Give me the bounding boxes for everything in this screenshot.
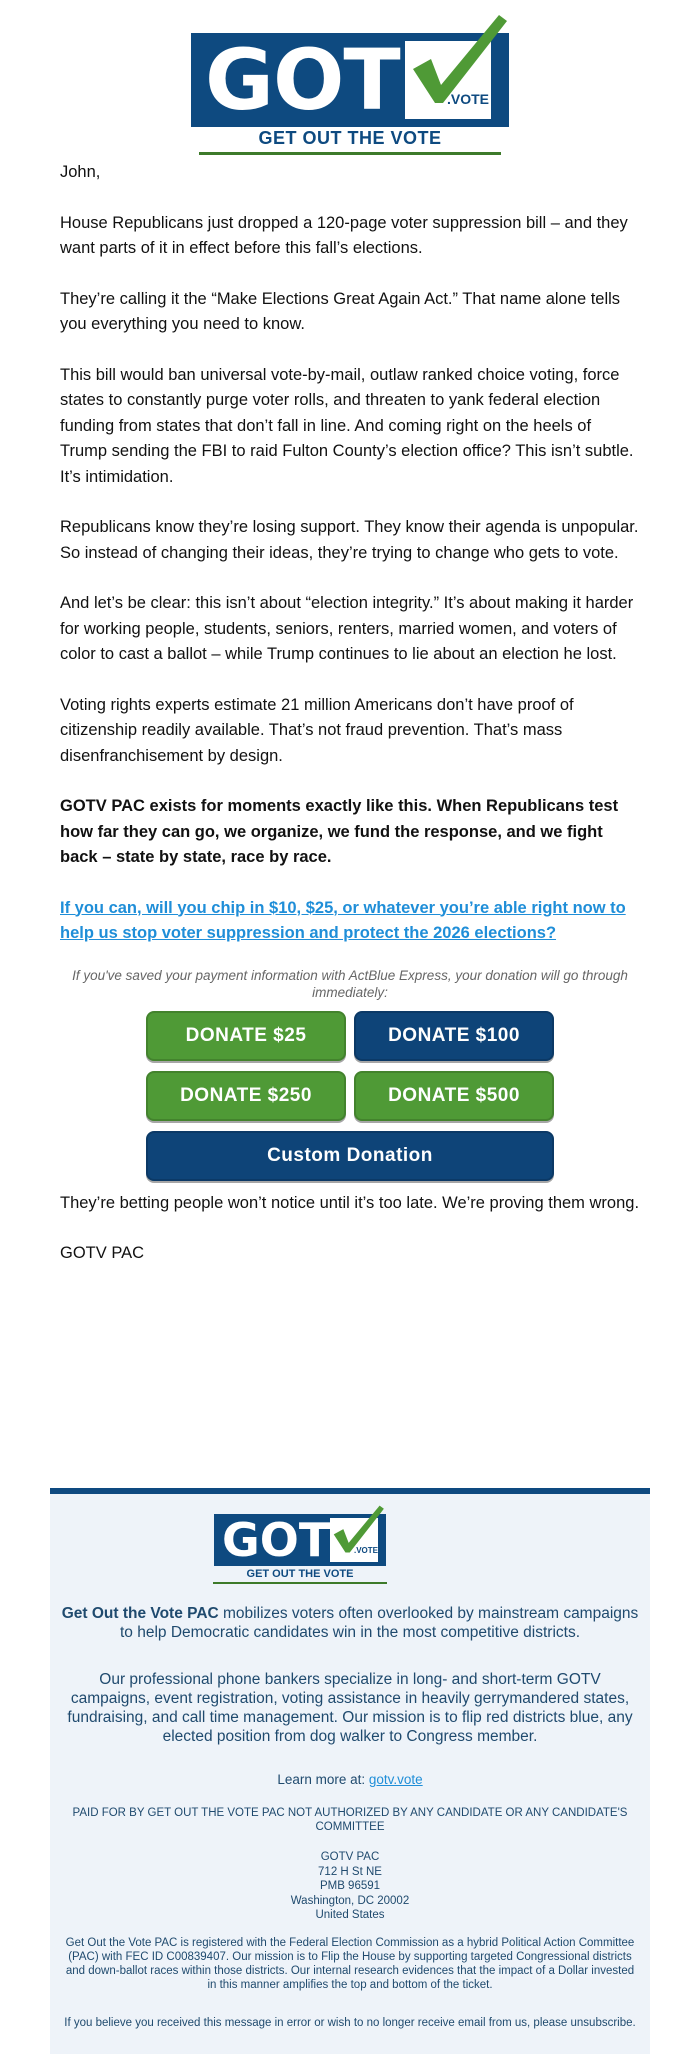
- logo-vote-text: .VOTE: [447, 91, 490, 107]
- footer-logo-tagline: GET OUT THE VOTE: [246, 1568, 354, 1580]
- footer-logo-underline: [213, 1582, 387, 1584]
- body-paragraph: Republicans know they’re losing support. They know their agenda is unpopular. So instead of changing their ideas, they’re trying to change who gets to vote.: [60, 518, 639, 562]
- address-line: GOTV PAC: [320, 1851, 380, 1863]
- custom-donation-button[interactable]: Custom Donation: [146, 1131, 554, 1181]
- signature: GOTV PAC: [60, 1244, 145, 1262]
- donate-250-button[interactable]: DONATE $250: [146, 1071, 346, 1121]
- address-line: PMB 96591: [319, 1880, 381, 1893]
- footer-logo-box: [214, 1514, 386, 1566]
- footer-mission: Our professional phone bankers specialize in long- and short-term GOTV campaigns, event registration, voting assistance in heavily gerrymandered states, fundraising, and call time management. Our mission is to flip red districts blue, any elected position from dog walker to Congress member.: [67, 1671, 633, 1745]
- logo-got-text: GOT: [205, 31, 400, 129]
- footer-address: [60, 1850, 640, 1923]
- donate-row-2: [0, 1071, 700, 1121]
- donate-row-1: [0, 1011, 700, 1061]
- logo-underline: [199, 152, 501, 155]
- footer-logo-got: GOT: [222, 1513, 331, 1567]
- footer-org-desc: mobilizes voters often overlooked by mainstream campaigns to help Democratic candidates win in the most competitive districts.: [119, 1605, 639, 1641]
- footer-checkmark-icon: [322, 1500, 386, 1556]
- checkmark-icon: [391, 7, 511, 107]
- body-paragraph: And let’s be clear: this isn’t about “election integrity.” It’s about making it harder for working people, students, seniors, renters, married women, and voters of color to cast a ballot – while Trump continues to lie about an election he lost.: [60, 594, 634, 663]
- actblue-note: If you've saved your payment information with ActBlue Express, your donation will go through immediately:: [72, 967, 628, 1000]
- address-line: 712 H St NE: [318, 1865, 382, 1878]
- closing-paragraph: They’re betting people won’t notice until it’s too late. We’re proving them wrong.: [60, 1193, 640, 1212]
- greeting: John,: [60, 163, 101, 181]
- footer-about: [60, 1604, 640, 1642]
- email-body: [0, 160, 700, 947]
- address-line: United States: [315, 1909, 385, 1922]
- footer-website-link[interactable]: gotv.vote: [368, 1772, 423, 1787]
- footer-logo-vote: .VOTE: [354, 1546, 379, 1555]
- donate-row-3: [0, 1131, 700, 1181]
- footer-learn-label: Learn more at:: [277, 1772, 369, 1787]
- email-closing: [0, 1191, 700, 1267]
- body-paragraph: Voting rights experts estimate 21 million Americans don’t have proof of citizenship readily available. That’s not fraud prevention. That’s mass disenfranchisement by design.: [60, 695, 574, 765]
- footer-org-name: Get Out the Vote PAC: [61, 1605, 219, 1622]
- footer-registration: Get Out the Vote PAC is registered with the Federal Election Commission as a hybrid Political Action Committee (PAC) with FEC ID C00839407. Our mission is to Flip the House by supporting targeted Congressional districts and down-ballot races within those districts. Our internal research evidences that the impact of a Dollar invested in this manner amplifies the top and bottom of the ticket.: [65, 1937, 635, 1991]
- address-line: Washington, DC 20002: [290, 1894, 410, 1907]
- footer: [50, 1488, 650, 2054]
- body-paragraph: This bill would ban universal vote-by-mail, outlaw ranked choice voting, force states to constantly purge voter rolls, and threaten to yank federal election funding from states that don’t fall in line. And coming right on the heels of Trump sending the FBI to raid Fulton County’s election office? This isn’t subtle. It’s intimidation.: [60, 365, 634, 486]
- donate-25-button[interactable]: DONATE $25: [146, 1011, 346, 1061]
- footer-unsubscribe[interactable]: If you believe you received this message in error or wish to no longer receive email from us, please unsubscribe.: [64, 2017, 636, 2029]
- footer-learn-more: [60, 1772, 640, 1787]
- donate-500-button[interactable]: DONATE $500: [354, 1071, 554, 1121]
- bold-paragraph: GOTV PAC exists for moments exactly like this. When Republicans test how far they can go, we organize, we fund the response, and we fight back – state by state, race by race.: [60, 797, 619, 866]
- logo-box: [191, 33, 509, 127]
- body-paragraph: House Republicans just dropped a 120-page voter suppression bill – and they want parts of it in effect before this fall’s elections.: [60, 213, 628, 257]
- donate-100-button[interactable]: DONATE $100: [354, 1011, 554, 1061]
- body-paragraph: They’re calling it the “Make Elections Great Again Act.” That name alone tells you everything you need to know.: [60, 289, 621, 333]
- donate-cta-link[interactable]: If you can, will you chip in $10, $25, or whatever you’re able right now to help us stop voter suppression and protect the 2026 elections?: [60, 898, 626, 942]
- header-logo[interactable]: [0, 0, 700, 160]
- footer-paid-for: PAID FOR BY GET OUT THE VOTE PAC NOT AUTHORIZED BY ANY CANDIDATE OR ANY CANDIDATE'S COMMITTEE: [72, 1807, 628, 1833]
- logo-tagline: GET OUT THE VOTE: [258, 128, 442, 148]
